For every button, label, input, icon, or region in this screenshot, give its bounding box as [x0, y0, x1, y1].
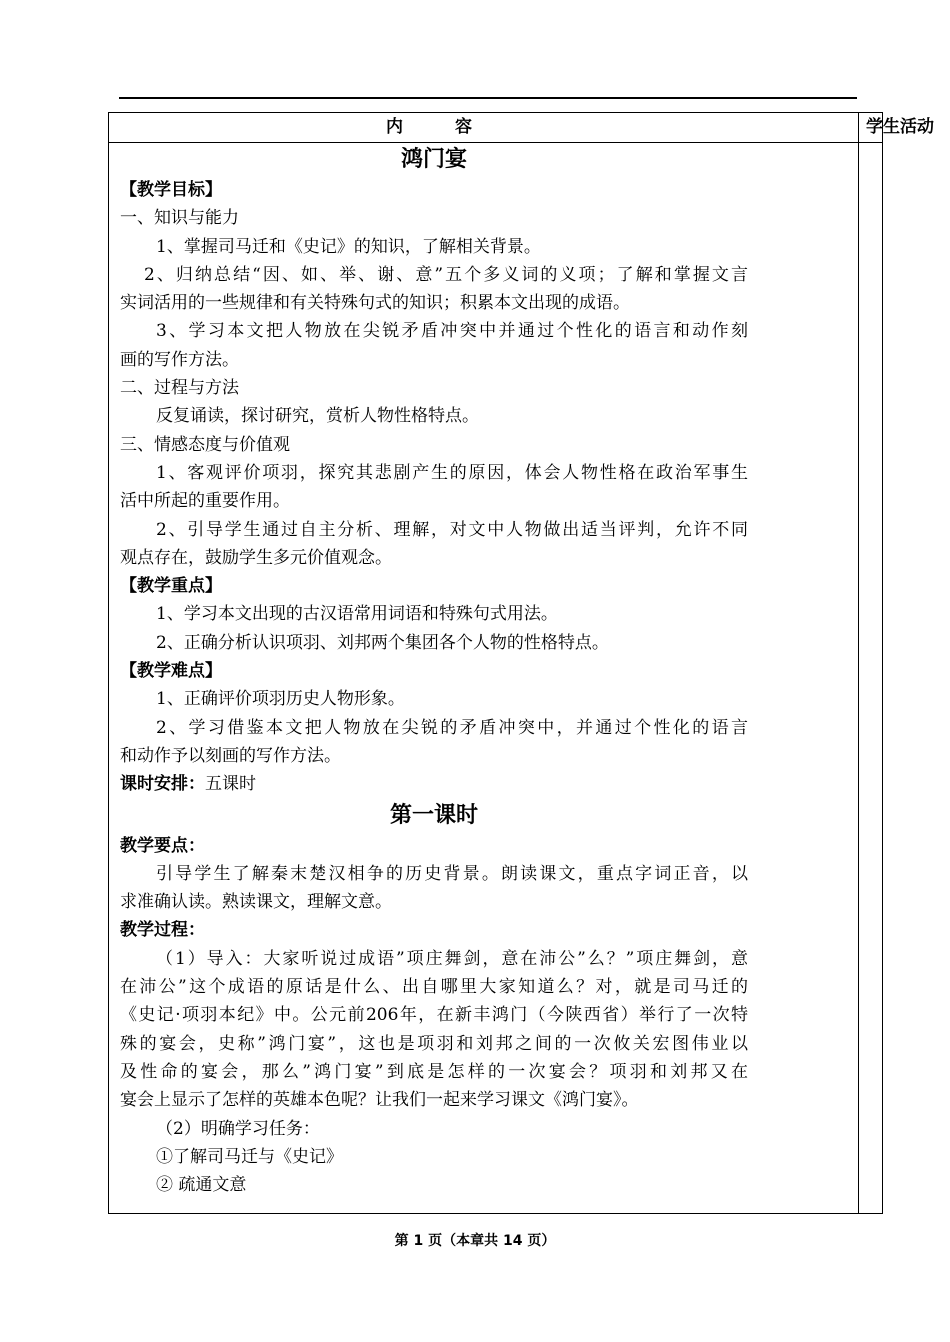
text-line: 和动作予以刻画的写作方法。: [120, 745, 341, 766]
column-divider: [858, 113, 859, 1213]
top-rule: [119, 97, 857, 99]
schedule-label: 课时安排：: [120, 774, 205, 795]
text-line: 2、学习借鉴本文把人物放在尖锐的矛盾冲突中，并通过个性化的语言: [156, 717, 748, 738]
schedule-line: [120, 770, 748, 798]
lesson-table: [108, 112, 934, 1214]
header-content-char-2: 容: [455, 117, 472, 137]
text-line: 【教学目标】: [120, 180, 222, 200]
text-line: 3、学习本文把人物放在尖锐矛盾冲突中并通过个性化的语言和动作刻: [156, 321, 748, 342]
text-line: 2、正确分析认识项羽、刘邦两个集团各个人物的性格特点。: [156, 632, 609, 653]
header-content: [109, 113, 749, 142]
text-line: （2）明确学习任务：: [156, 1118, 320, 1139]
text-line: 1、掌握司马迁和《史记》的知识，了解相关背景。: [156, 236, 541, 257]
lesson-block: [120, 832, 748, 1200]
content-cell: [120, 143, 748, 1199]
page-footer: 第 1 页（本章共 14 页）: [394, 1233, 556, 1249]
text-line: 1、正确评价项羽历史人物形象。: [156, 689, 405, 710]
text-line: ② 疏通文意: [156, 1175, 247, 1196]
text-line: 画的写作方法。: [120, 349, 239, 370]
text-line: 教学过程：: [120, 920, 205, 941]
text-line: 观点存在，鼓励学生多元价值观念。: [120, 547, 392, 568]
text-line: 殊的宴会，史称”鸿门宴”，这也是项羽和刘邦之间的一次攸关宏图伟业以: [120, 1033, 748, 1054]
text-line: 引导学生了解秦末楚汉相争的历史背景。朗读课文，重点字词正音，以: [156, 863, 748, 884]
text-line: 二、过程与方法: [120, 378, 239, 399]
text-line: 《史记·项羽本纪》中。公元前206年，在新丰鸿门（今陕西省）举行了一次特: [120, 1005, 748, 1026]
text-line: 反复诵读，探讨研究，赏析人物性格特点。: [156, 406, 479, 427]
text-line: 【教学难点】: [120, 661, 222, 682]
text-line: 在沛公”这个成语的原话是什么、出自哪里大家知道么？对，就是司马迁的: [120, 977, 748, 998]
text-line: 教学要点：: [120, 835, 205, 856]
schedule-value: 五课时: [205, 774, 256, 795]
text-line: 求准确认读。熟读课文，理解文意。: [120, 892, 392, 913]
header-student-activity: 学生活动: [866, 117, 934, 137]
doc-title: 鸿门宴: [400, 147, 467, 172]
text-line: 宴会上显示了怎样的英雄本色呢？让我们一起来学习课文《鸿门宴》。: [120, 1090, 639, 1111]
text-line: ①了解司马迁与《史记》: [156, 1146, 343, 1167]
text-line: 实词活用的一些规律和有关特殊句式的知识；积累本文出现的成语。: [120, 293, 630, 314]
text-line: （1）导入：大家听说过成语”项庄舞剑，意在沛公”么？”项庄舞剑，意: [156, 948, 748, 969]
text-line: 一、知识与能力: [120, 208, 239, 229]
text-line: 1、学习本文出现的古汉语常用词语和特殊句式用法。: [156, 604, 558, 625]
text-line: 及性命的宴会，那么”鸿门宴”到底是怎样的一次宴会？项羽和刘邦又在: [120, 1061, 748, 1082]
text-line: 三、情感态度与价值观: [120, 434, 290, 455]
text-line: 【教学重点】: [120, 576, 222, 597]
text-line: 2、归纳总结“因、如、举、谢、意”五个多义词的义项；了解和掌握文言: [144, 264, 748, 285]
text-line: 1、客观评价项羽，探究其悲剧产生的原因，体会人物性格在政治军事生: [156, 462, 748, 483]
objectives-block: [120, 176, 748, 770]
text-line: 活中所起的重要作用。: [120, 491, 290, 512]
text-line: 2、引导学生通过自主分析、理解，对文中人物做出适当评判，允许不同: [156, 519, 748, 540]
header-content-char-1: 内: [386, 117, 403, 137]
lesson-title: 第一课时: [389, 802, 478, 828]
